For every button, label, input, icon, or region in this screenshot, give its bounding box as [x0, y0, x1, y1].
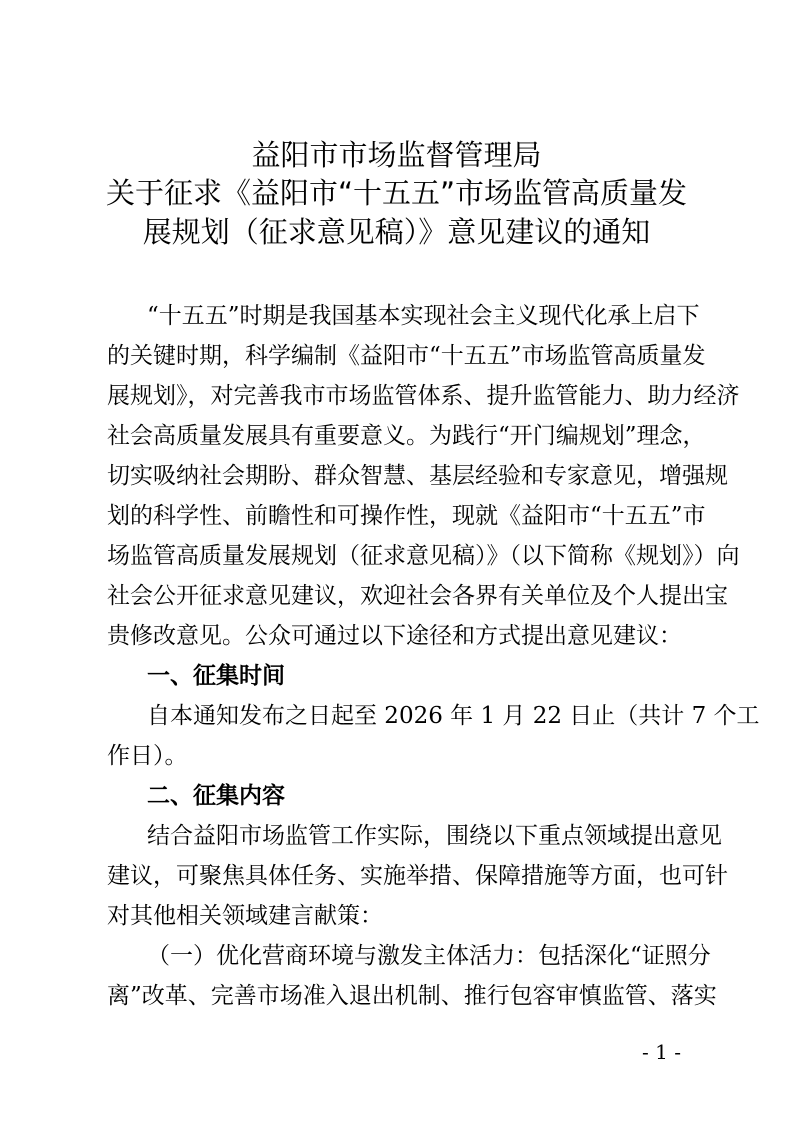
body-text-line: 场监管高质量发展规划（征求意见稿）》（以下简称《规划》）向 [107, 543, 740, 569]
body-text-line: （一）优化营商环境与激发主体活力：包括深化“证照分 [147, 943, 711, 969]
body-text-line: “十五五”时期是我国基本实现社会主义现代化承上启下 [147, 303, 700, 329]
body-text-line: 离”改革、完善市场准入退出机制、推行包容审慎监管、落实 [107, 983, 717, 1009]
page-number: - 1 - [642, 1040, 681, 1064]
body-text-line: 作日）。 [107, 743, 188, 769]
body-text-line: 社会高质量发展具有重要意义。为践行“开门编规划”理念， [107, 423, 706, 449]
body-text-line: 建议，可聚焦具体任务、实施举措、保障措施等方面，也可针 [107, 863, 728, 889]
title-line-1: 益阳市市场监督管理局 [251, 138, 542, 172]
body-text-line: 划的科学性、前瞻性和可操作性，现就《益阳市“十五五”市 [107, 503, 706, 529]
body-text-line: 结合益阳市场监管工作实际，围绕以下重点领域提出意见 [147, 823, 722, 849]
body-text-line: 自本通知发布之日起至 2026 年 1 月 22 日止（共计 7 个工 [147, 703, 760, 729]
body-text-line: 切实吸纳社会期盼、群众智慧、基层经验和专家意见，增强规 [107, 463, 728, 489]
body-text-line: 展规划》，对完善我市市场监管体系、提升监管能力、助力经济 [107, 383, 740, 409]
body-text-line: 对其他相关领域建言献策： [107, 903, 383, 929]
title-line-3: 展规划（征求意见稿）》意见建议的通知 [142, 215, 651, 249]
body-text-line: 的关键时期，科学编制《益阳市“十五五”市场监管高质量发 [107, 343, 706, 369]
body-text-line: 贵修改意见。公众可通过以下途径和方式提出意见建议： [107, 623, 682, 649]
section-heading: 二、征集内容 [147, 783, 285, 809]
title-line-2: 关于征求《益阳市“十五五”市场监管高质量发 [105, 176, 688, 210]
body-text-line: 社会公开征求意见建议，欢迎社会各界有关单位及个人提出宝 [107, 583, 728, 609]
section-heading: 一、征集时间 [147, 663, 285, 689]
